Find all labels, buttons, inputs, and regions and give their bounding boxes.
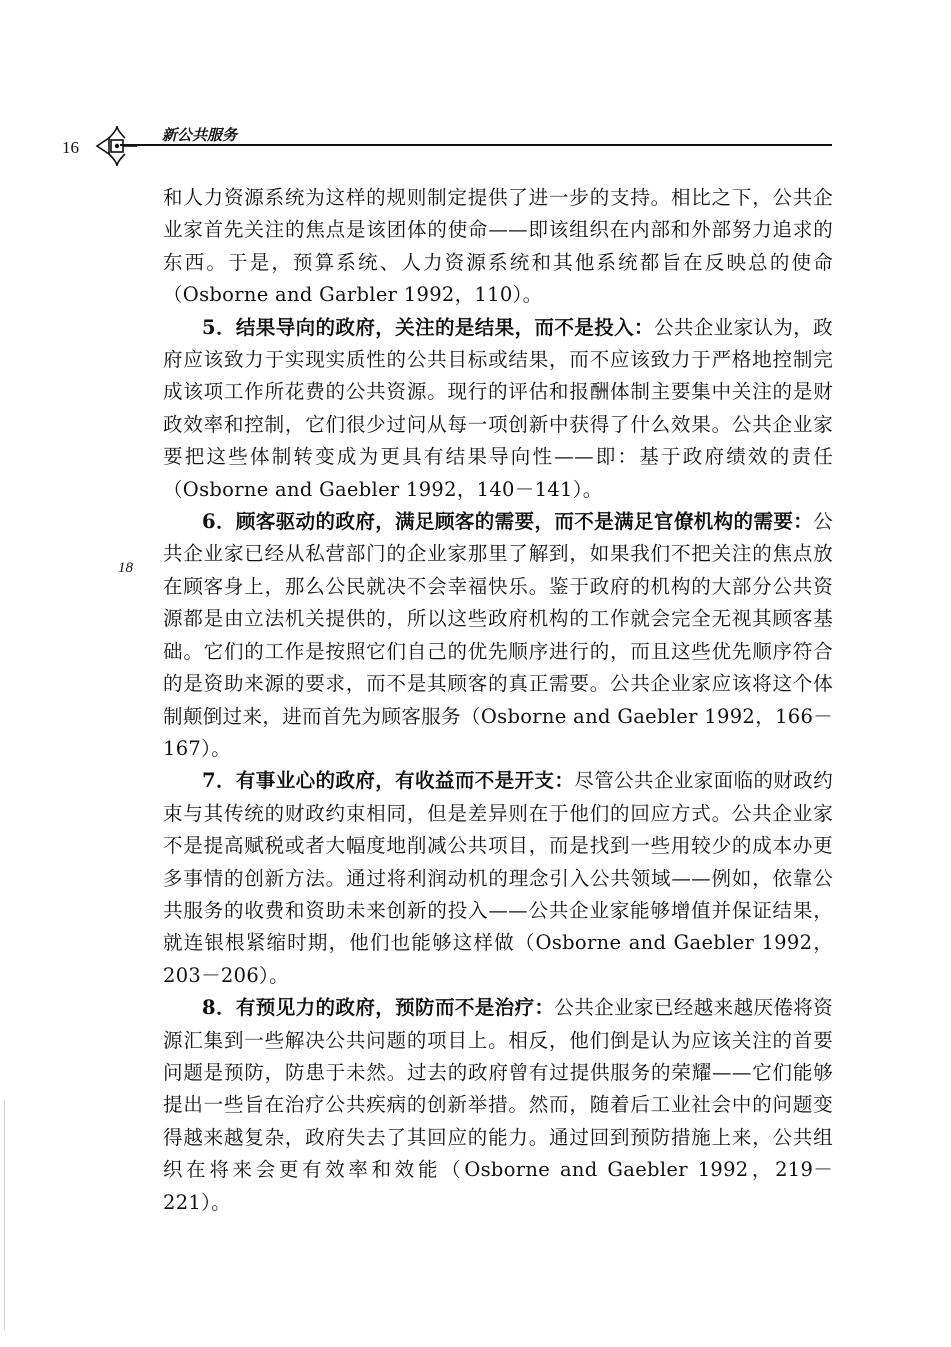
paragraph-1 [163,182,833,312]
page-header [50,112,840,162]
margin-page-reference: 18 [118,560,133,576]
fleuron-ornament-icon [95,126,139,166]
paragraph-text: 公共企业家已经从私营部门的企业家那里了解到，如果我们不把关注的焦点放在顾客身上，那么公民就决不会幸福快乐。鉴于政府的机构的大部分公共资源都是由立法机关提供的，所以这些政府机构的工作就会完全无视其顾客基础。它们的工作是按照它们自己的优先顺序进行的，而且这些优先顺序符合的是资助来源的要求，而不是其顾客的真正需要。公共企业家应该将这个体制颠倒过来，进而首先为顾客服务（Osborne and Gaebler 1992，166－167）。 [163,510,833,760]
paragraph-text: 公共企业家已经越来越厌倦将资源汇集到一些解决公共问题的项目上。相反，他们倒是认为应该关注的首要问题是预防，防患于未然。过去的政府曾有过提供服务的荣耀——它们能够提出一些旨在治疗公共疾病的创新举措。然而，随着后工业社会中的问题变得越来越复杂，政府失去了其回应的能力。通过回到预防措施上来，公共组织在将来会更有效率和效能（Osborne and Gaebler 1992，219－221）。 [163,996,834,1214]
paragraph-5 [163,992,833,1219]
paragraph-2 [163,312,833,506]
paragraph-heading: 5．结果导向的政府，关注的是结果，而不是投入： [202,315,654,339]
paragraph-heading: 7．有事业心的政府，有收益而不是开支： [202,769,575,793]
paragraph-text: 尽管公共企业家面临的财政约束与其传统的财政约束相同，但是差异则在于他们的回应方式。公共企业家不是提高赋税或者大幅度地削减公共项目，而是找到一些用较少的成本办更多事情的创新方法。通过将利润动机的理念引入公共领域——例如，依靠公共服务的收费和资助未来创新的投入——公共企业家能够增值并保证结果，就连银根紧缩时期，他们也能够这样做（Osborne and Gaebler 1992，203－206）。 [163,769,833,987]
scan-edge-mark [4,1100,5,1330]
page-number: 16 [62,138,79,157]
header-rule [120,144,832,146]
paragraph-4 [163,765,833,992]
paragraph-3 [163,506,833,765]
running-head: 新公共服务 [162,126,238,144]
body-text [163,182,833,1219]
paragraph-heading: 8．有预见力的政府，预防而不是治疗： [202,996,555,1020]
paragraph-heading: 6．顾客驱动的政府，满足顾客的需要，而不是满足官僚机构的需要： [202,510,814,534]
paragraph-text: 公共企业家认为，政府应该致力于实现实质性的公共目标或结果，而不应该致力于严格地控制完成该项工作所花费的公共资源。现行的评估和报酬体制主要集中关注的是财政效率和控制，它们很少过问从每一项创新中获得了什么效果。公共企业家要把这些体制转变成为更具有结果导向性——即：基于政府绩效的责任（Osborne and Gaebler 1992，140－141）。 [163,315,833,501]
paragraph-text: 和人力资源系统为这样的规则制定提供了进一步的支持。相比之下，公共企业家首先关注的焦点是该团体的使命——即该组织在内部和外部努力追求的东西。于是，预算系统、人力资源系统和其他系统都旨在反映总的使命（Osborne and Garbler 1992，110）。 [163,186,833,307]
